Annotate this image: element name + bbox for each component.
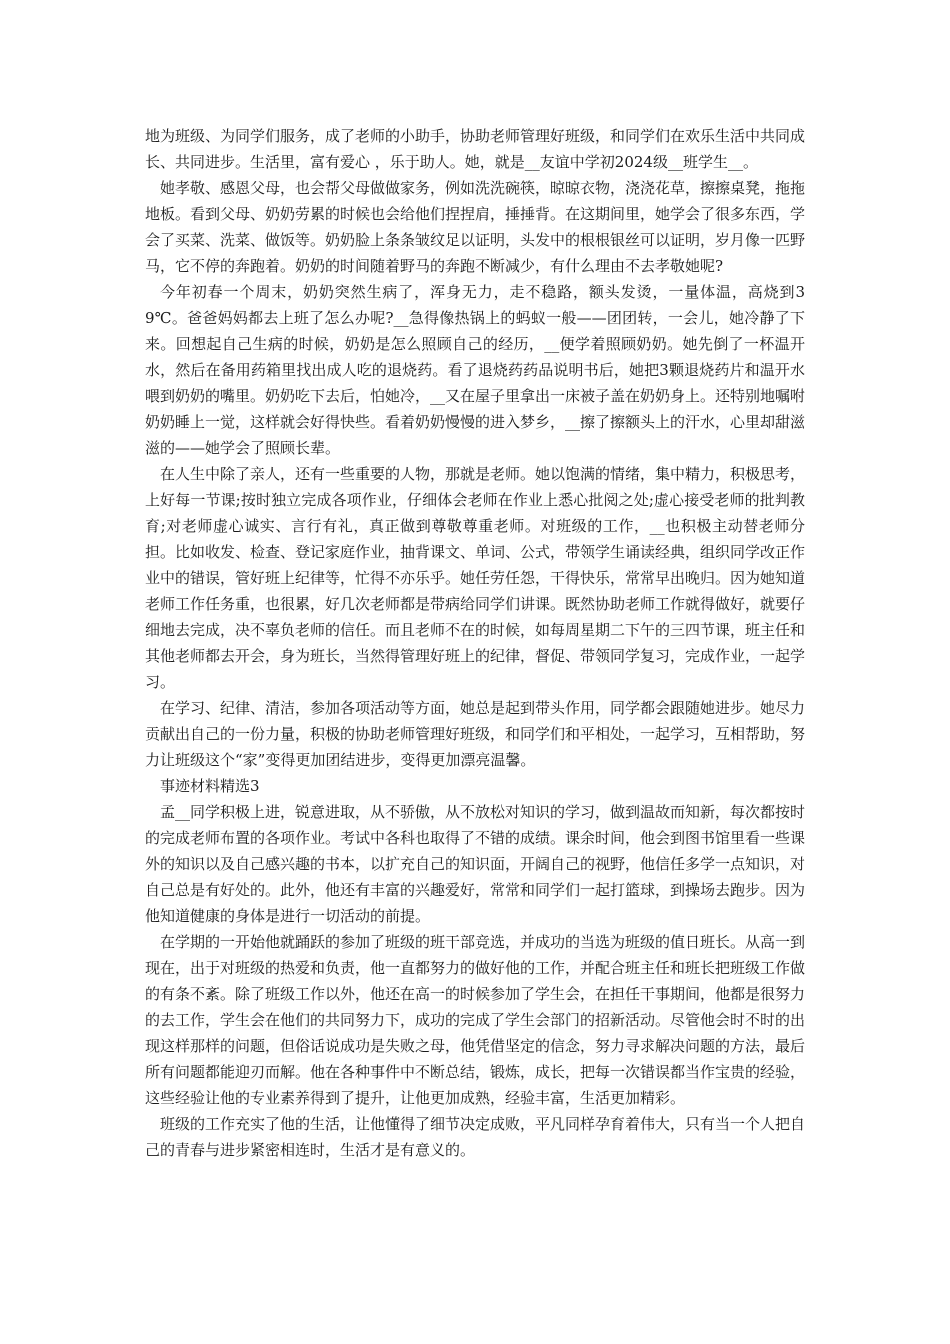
paragraph: 在学习、纪律、清洁，参加各项活动等方面，她总是起到带头作用，同学都会跟随她进步。她尽力贡献出自己的一份力量，积极的协助老师管理好班级，和同学们和平相处，一起学习，互相帮助，努力让班级这个“家”变得更加团结进步，变得更加漂亮温馨。 — [145, 699, 806, 769]
paragraph: 孟__同学积极上进，锐意进取，从不骄傲，从不放松对知识的学习，做到温故而知新，每次都按时的完成老师布置的各项作业。考试中各科也取得了不错的成绩。课余时间，他会到图书馆里看一些课外的知识以及自己感兴趣的书本，以扩充自己的知识面，开阔自己的视野，他信任多学一点知识，对自己总是有好处的。此外，他还有丰富的兴趣爱好，常常和同学们一起打篮球，到操场去跑步。因为他知道健康的身体是进行一切活动的前提。 — [145, 803, 806, 925]
paragraph: 班级的工作充实了他的生活，让他懂得了细节决定成败，平凡同样孕育着伟大，只有当一个人把自己的青春与进步紧密相连时，生活才是有意义的。 — [145, 1115, 806, 1159]
paragraph: 地为班级、为同学们服务，成了老师的小助手，协助老师管理好班级，和同学们在欢乐生活中共同成长、共同进步。生活里，富有爱心 ，乐于助人。她，就是__友谊中学初2024级__班学生__。 — [145, 127, 806, 171]
paragraph: 今年初春一个周末，奶奶突然生病了，浑身无力，走不稳路，额头发烫，一量体温，高烧到39℃。爸爸妈妈都去上班了怎么办呢?__急得像热锅上的蚂蚁一般——团团转，一会儿，她冷静了下来。回想起自己生病的时候，奶奶是怎么照顾自己的经历，__便学着照顾奶奶。她先倒了一杯温开水，然后在备用药箱里找出成人吃的退烧药。看了退烧药药品说明书后，她把3颗退烧药片和温开水喂到奶奶的嘴里。奶奶吃下去后，怕她冷，__又在屋子里拿出一床被子盖在奶奶身上。还特别地嘱咐奶奶睡上一觉，这样就会好得快些。看着奶奶慢慢的进入梦乡，__擦了擦额头上的汗水，心里却甜滋滋的——她学会了照顾长辈。 — [145, 283, 806, 457]
paragraph: 在学期的一开始他就踊跃的参加了班级的班干部竞选，并成功的当选为班级的值日班长。从高一到现在，出于对班级的热爱和负责，他一直都努力的做好他的工作，并配合班主任和班长把班级工作做的有条不紊。除了班级工作以外，他还在高一的时候参加了学生会，在担任干事期间，他都是很努力的去工作，学生会在他们的共同努力下，成功的完成了学生会部门的招新活动。尽管他会时不时的出现这样那样的问题，但俗话说成功是失败之母，他凭借坚定的信念，努力寻求解决问题的方法，最后所有问题都能迎刃而解。他在各种事件中不断总结，锻炼，成长，把每一次错误都当作宝贵的经验，这些经验让他的专业素养得到了提升，让他更加成熟，经验丰富，生活更加精彩。 — [145, 933, 806, 1107]
paragraph: 她孝敬、感恩父母，也会帮父母做做家务，例如洗洗碗筷，晾晾衣物，浇浇花草，擦擦桌凳，拖拖地板。看到父母、奶奶劳累的时候也会给他们捏捏肩，捶捶背。在这期间里，她学会了很多东西，学会了买菜、洗菜、做饭等。奶奶脸上条条皱纹足以证明，头发中的根根银丝可以证明，岁月像一匹野马，它不停的奔跑着。奶奶的时间随着野马的奔跑不断减少，有什么理由不去孝敬她呢? — [145, 179, 806, 275]
document-body — [145, 123, 805, 1163]
paragraph: 在人生中除了亲人，还有一些重要的人物，那就是老师。她以饱满的情绪，集中精力，积极思考，上好每一节课;按时独立完成各项作业，仔细体会老师在作业上悉心批阅之处;虚心接受老师的批判教育;对老师虚心诚实、言行有礼，真正做到尊敬尊重老师。对班级的工作，__也积极主动替老师分担。比如收发、检查、登记家庭作业，抽背课文、单词、公式，带领学生诵读经典，组织同学改正作业中的错误，管好班上纪律等，忙得不亦乐乎。她任劳任怨，干得快乐，常常早出晚归。因为她知道老师工作任务重，也很累，好几次老师都是带病给同学们讲课。既然协助老师工作就得做好，就要仔细地去完成，决不辜负老师的信任。而且老师不在的时候，如每周星期二下午的三四节课，班主任和其他老师都去开会，身为班长，当然得管理好班上的纪律，督促、带领同学复习，完成作业，一起学习。 — [145, 465, 806, 691]
section-title: 事迹材料精选3 — [160, 777, 260, 795]
